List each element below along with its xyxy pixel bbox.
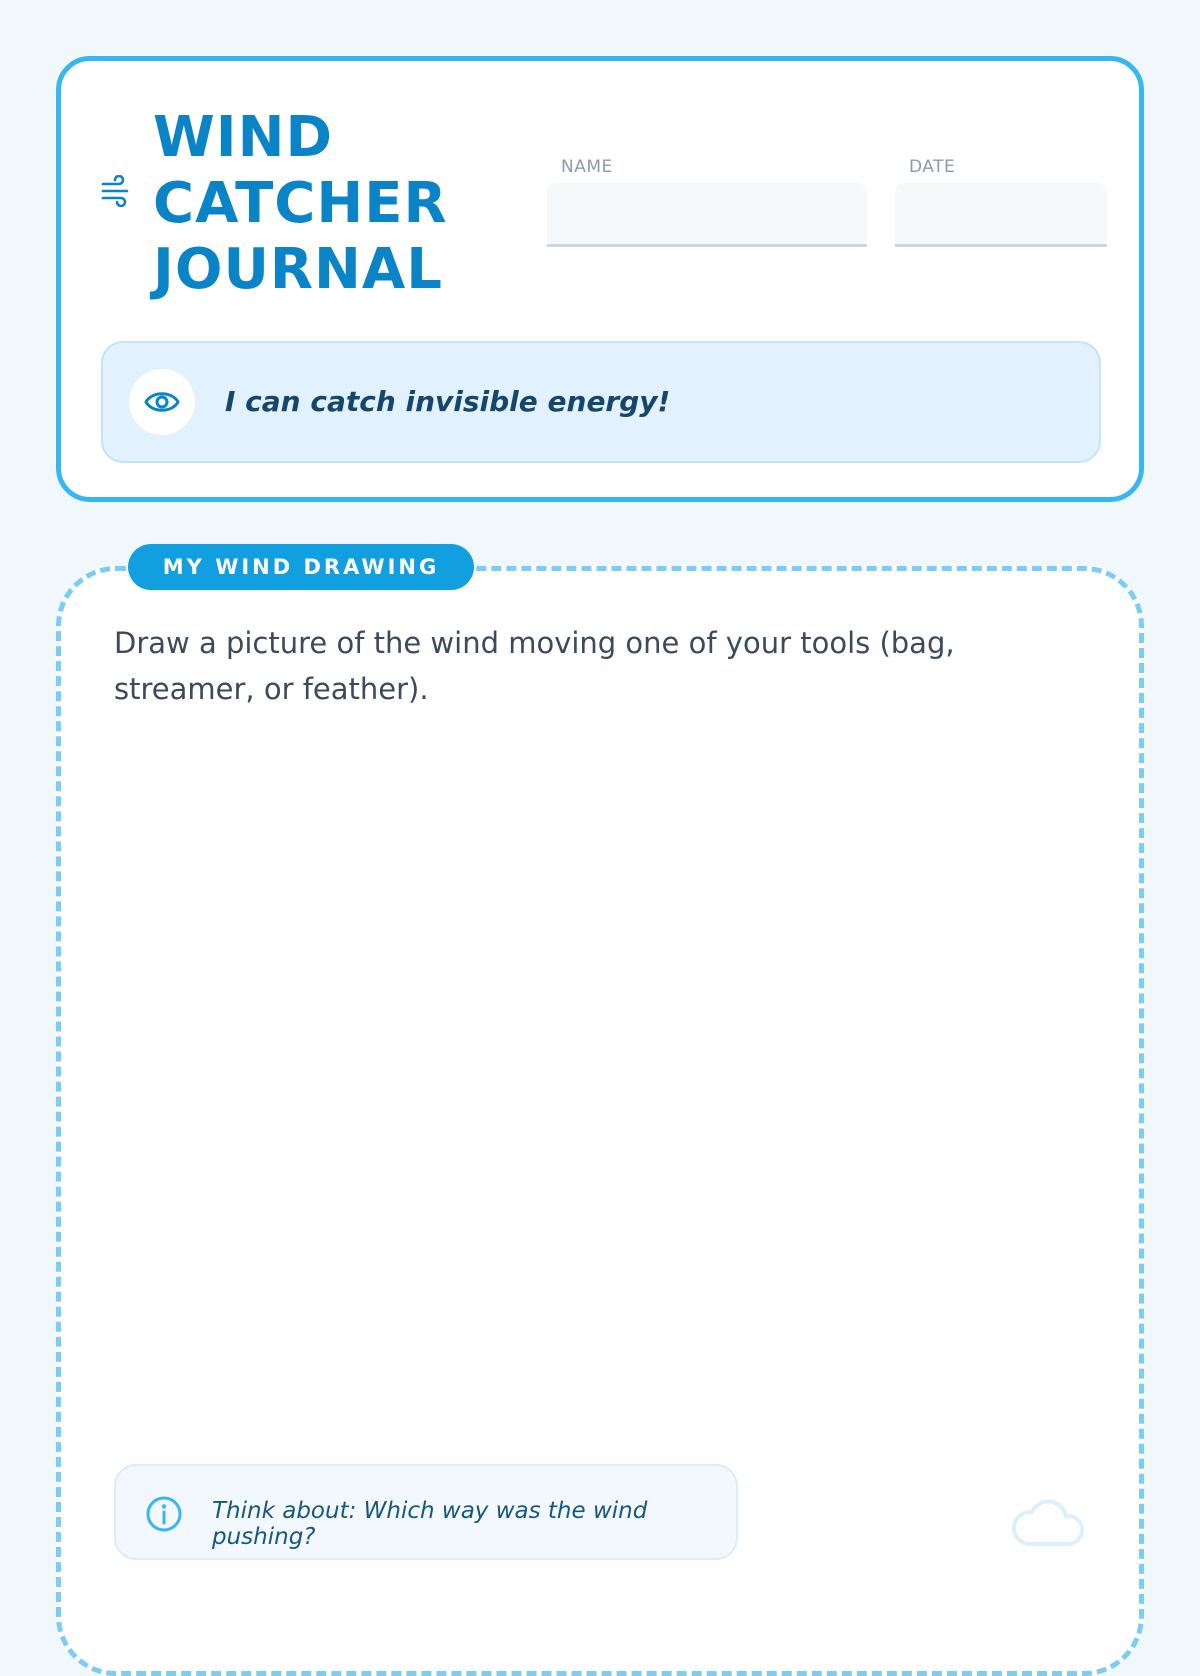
journal-header-card [56, 56, 1144, 502]
info-icon [144, 1494, 184, 1534]
title-line-3: JOURNAL [153, 237, 443, 302]
goal-icon-circle [129, 369, 195, 435]
wind-icon [101, 175, 133, 207]
name-input[interactable] [547, 183, 867, 247]
goal-text: I can catch invisible energy! [225, 385, 671, 418]
title-line-1: WIND [153, 105, 333, 170]
cloud-icon [1008, 1492, 1086, 1550]
date-field-group [895, 157, 1107, 247]
title-line-2: CATCHER [153, 171, 448, 236]
page-title [153, 105, 448, 303]
hint-box [114, 1464, 738, 1560]
drawing-prompt: Draw a picture of the wind moving one of your tools (bag, streamer, or feather). [114, 626, 955, 706]
title-block [101, 105, 471, 305]
eye-icon [144, 388, 180, 416]
date-label: DATE [909, 157, 956, 177]
goal-banner [101, 341, 1101, 463]
name-label: NAME [561, 157, 613, 177]
drawing-tab-label: MY WIND DRAWING [128, 544, 474, 590]
date-input[interactable] [895, 183, 1107, 247]
name-field-group [547, 157, 867, 247]
hint-text: Think about: Which way was the wind pushing? [212, 1498, 648, 1550]
